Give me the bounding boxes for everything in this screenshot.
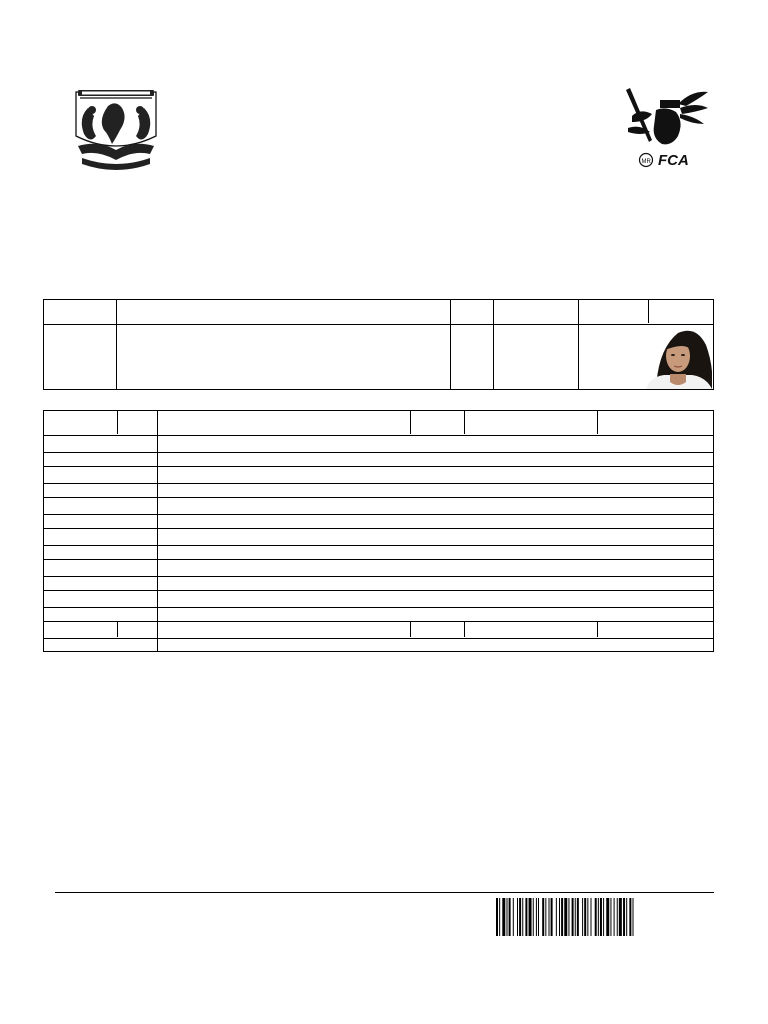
barcode-bar	[591, 898, 592, 936]
barcode-bar	[545, 898, 546, 936]
header-col-divider	[493, 300, 494, 389]
barcode-bar	[568, 898, 569, 936]
fca-logo	[620, 86, 712, 174]
header-col-divider	[578, 300, 579, 389]
barcode	[496, 898, 712, 936]
student-photo	[646, 326, 712, 389]
barcode-bar	[582, 898, 583, 936]
table-row-divider	[44, 497, 713, 498]
barcode-bar	[538, 898, 539, 936]
table-row-divider	[44, 514, 713, 515]
barcode-bar	[623, 898, 625, 936]
barcode-bar	[603, 898, 604, 936]
header-col-divider	[116, 300, 117, 389]
barcode-bar	[606, 898, 609, 936]
barcode-bar	[564, 898, 567, 936]
table-col-divider	[157, 411, 158, 651]
subjects-table	[43, 410, 714, 652]
barcode-bar	[549, 898, 550, 936]
barcode-bar	[572, 898, 574, 936]
barcode-bar	[522, 898, 523, 936]
barcode-bar	[529, 898, 532, 936]
table-row-divider	[44, 638, 713, 639]
barcode-bar	[587, 898, 588, 936]
table-col-divider	[464, 621, 465, 637]
table-col-divider	[597, 411, 598, 434]
barcode-bar	[551, 898, 553, 936]
barcode-bar	[598, 898, 599, 936]
barcode-bar	[536, 898, 537, 936]
table-row-divider	[44, 576, 713, 577]
barcode-bar	[575, 898, 576, 936]
svg-text:MR: MR	[641, 159, 651, 165]
barcode-bar	[499, 898, 500, 936]
barcode-bar	[595, 898, 597, 936]
barcode-bar	[496, 898, 498, 936]
barcode-bar	[513, 898, 514, 936]
barcode-bar	[577, 898, 579, 936]
barcode-bar	[559, 898, 560, 936]
table-col-divider	[597, 621, 598, 637]
unam-seal-logo	[68, 86, 164, 174]
table-col-divider	[410, 621, 411, 637]
fca-wordmark: FCA	[658, 152, 689, 169]
barcode-bar	[525, 898, 527, 936]
barcode-bar	[542, 898, 544, 936]
table-col-divider	[464, 411, 465, 434]
table-row-divider	[44, 559, 713, 560]
table-row-divider	[44, 545, 713, 546]
barcode-bar	[617, 898, 618, 936]
table-row-divider	[44, 452, 713, 453]
barcode-bar	[519, 898, 521, 936]
barcode-bar	[509, 898, 511, 936]
table-row-divider	[44, 435, 713, 436]
table-col-divider	[117, 621, 118, 637]
header-row-divider	[44, 324, 713, 325]
header-col-divider	[648, 300, 649, 323]
barcode-bar	[610, 898, 611, 936]
table-row-divider	[44, 528, 713, 529]
barcode-bar	[614, 898, 615, 936]
table-row-divider	[44, 590, 713, 591]
barcode-bar	[561, 898, 563, 936]
barcode-bar	[584, 898, 586, 936]
table-row-divider	[44, 621, 713, 622]
barcode-bar	[626, 898, 627, 936]
barcode-bar	[517, 898, 518, 936]
barcode-bar	[629, 898, 631, 936]
barcode-bar	[633, 898, 634, 936]
table-col-divider	[117, 411, 118, 434]
barcode-bar	[502, 898, 505, 936]
header-col-divider	[450, 300, 451, 389]
table-row-divider	[44, 607, 713, 608]
barcode-bar	[556, 898, 557, 936]
footer-rule	[55, 892, 714, 893]
barcode-bar	[507, 898, 508, 936]
barcode-bar	[533, 898, 534, 936]
barcode-bar	[619, 898, 622, 936]
table-row-divider	[44, 483, 713, 484]
barcode-bar	[600, 898, 602, 936]
student-header-table	[43, 299, 714, 390]
table-row-divider	[44, 466, 713, 467]
table-col-divider	[410, 411, 411, 434]
